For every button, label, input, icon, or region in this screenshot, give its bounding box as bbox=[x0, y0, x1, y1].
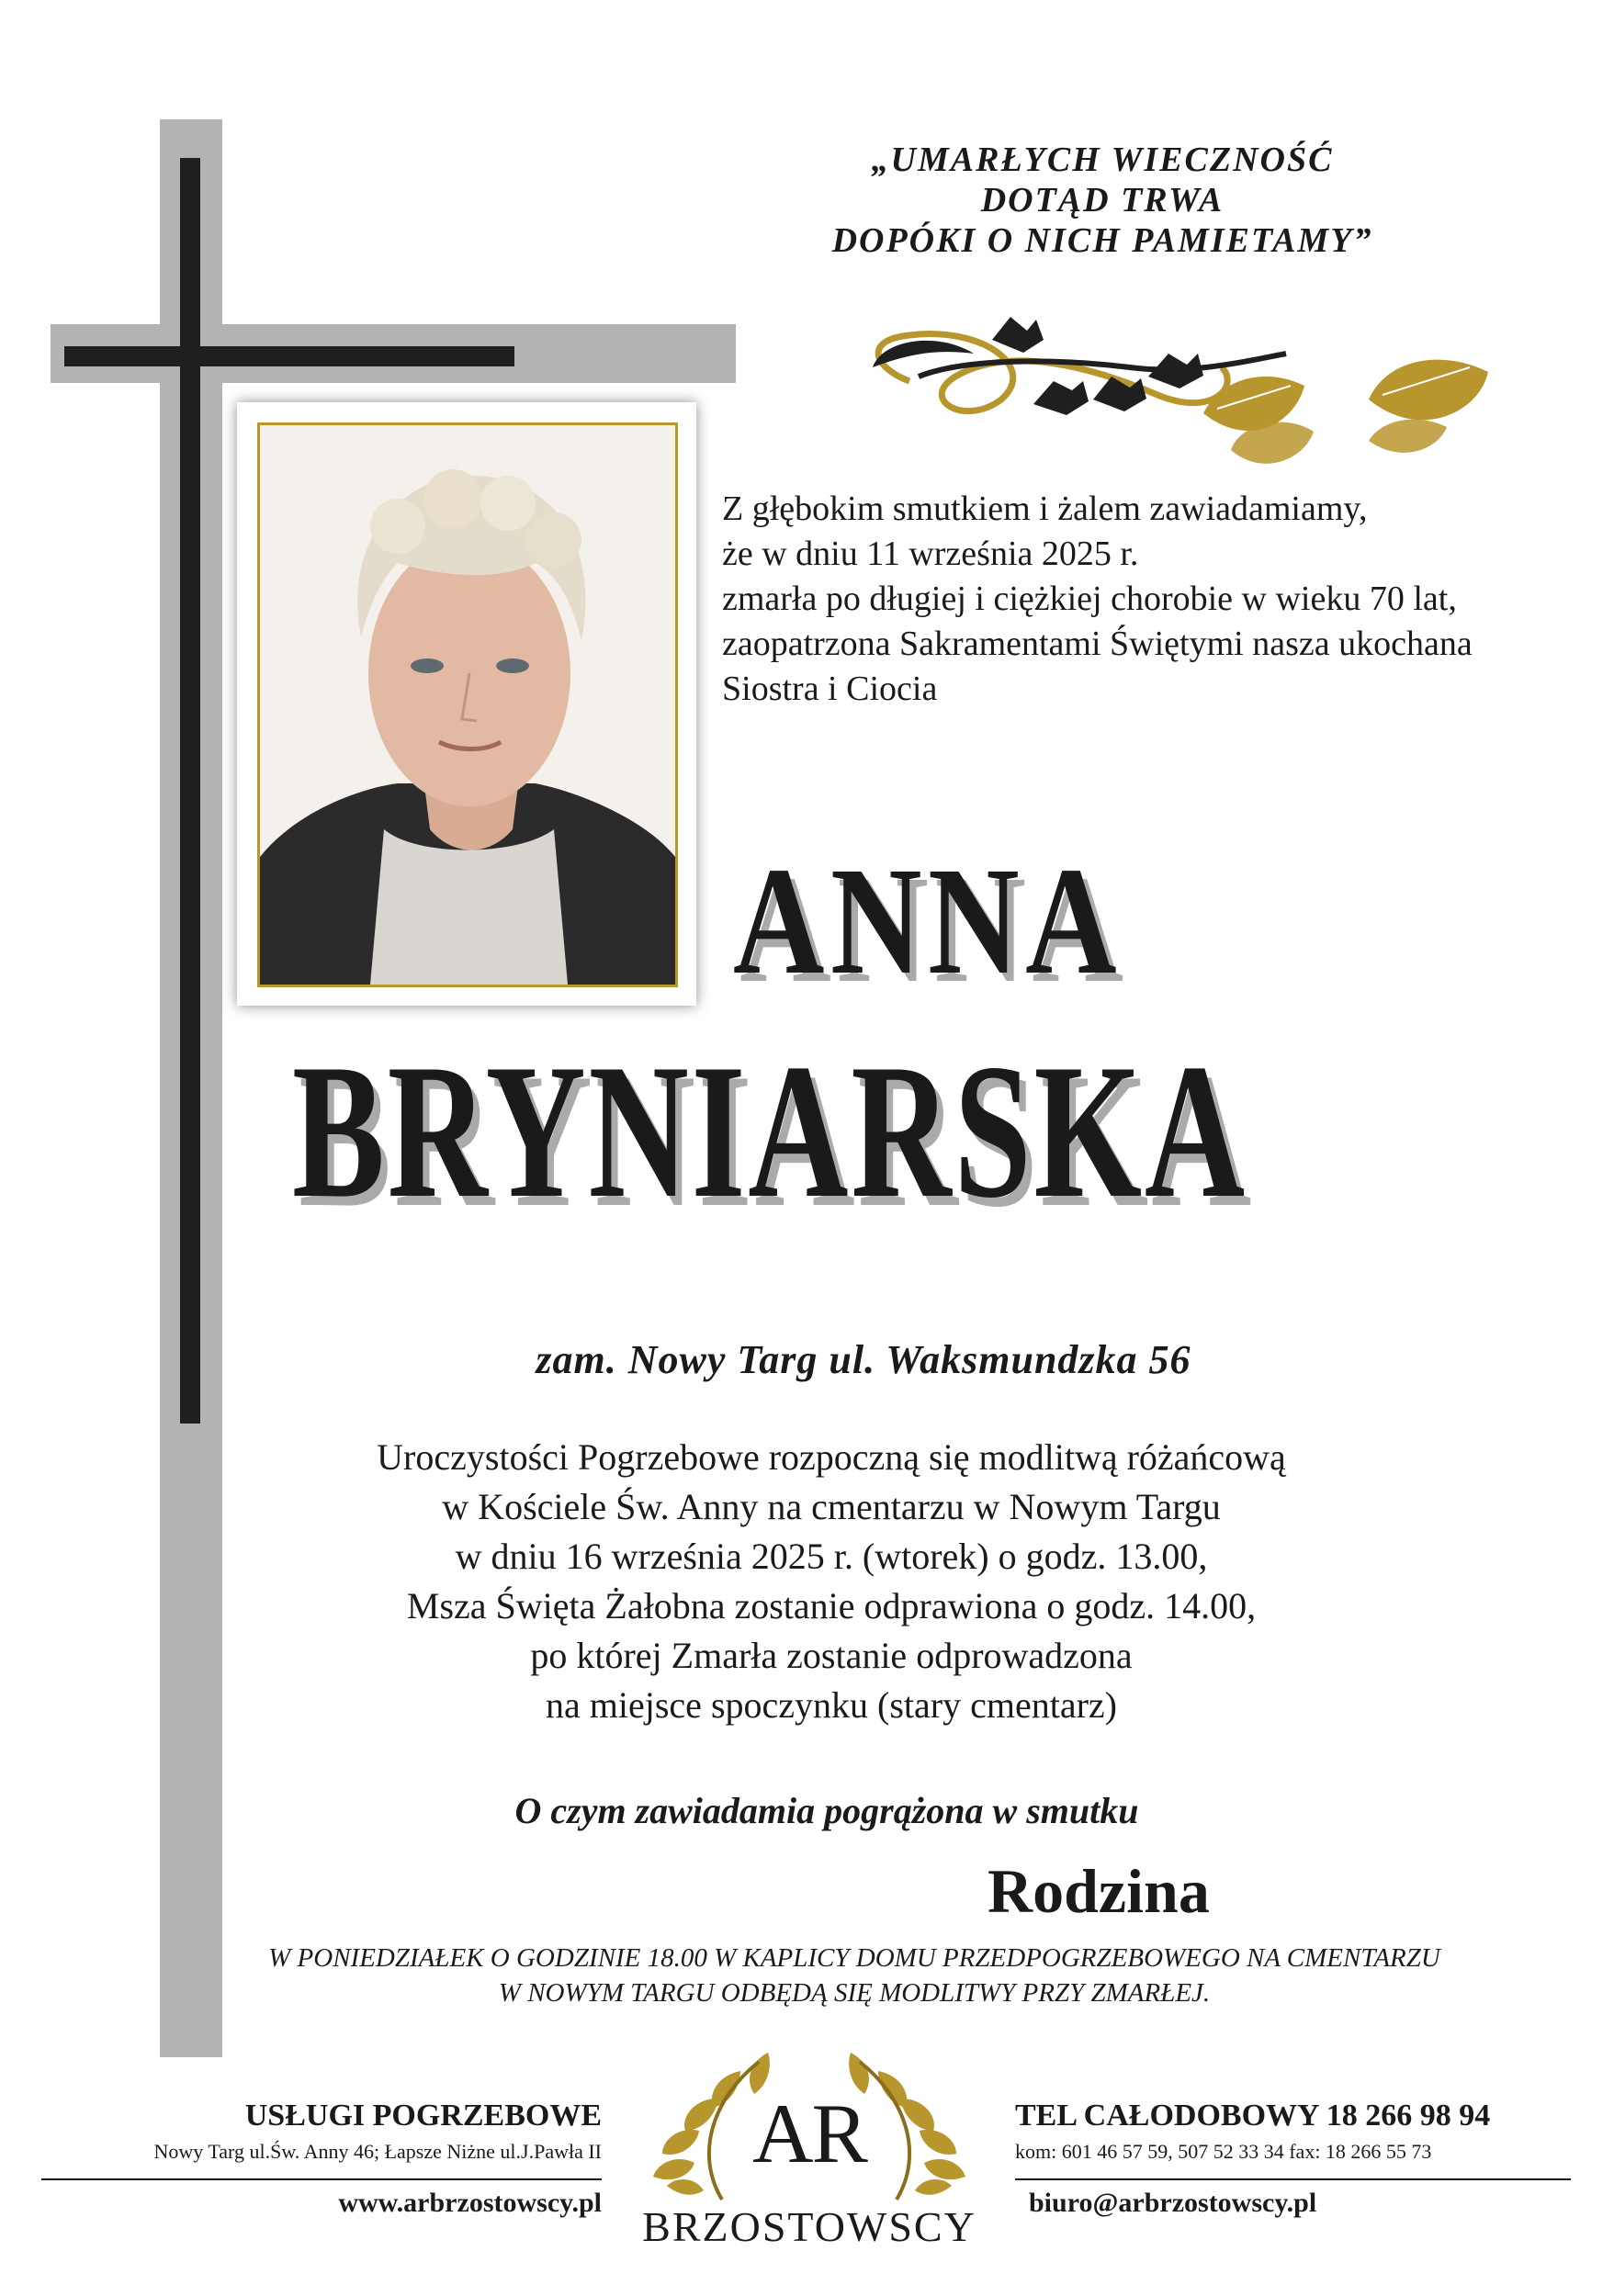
quote-line: DOPÓKI O NICH PAMIETAMY” bbox=[831, 221, 1373, 260]
portrait-photo bbox=[257, 422, 678, 987]
ceremony-line: Msza Święta Żałobna zostanie odprawiona o godz. 14.00, bbox=[406, 1585, 1257, 1626]
phone-main: TEL CAŁODOBOWY 18 266 98 94 bbox=[1015, 2099, 1491, 2133]
ceremony-details bbox=[303, 1433, 1360, 1730]
announcement-text bbox=[722, 487, 1549, 712]
cross-horizontal-bar bbox=[64, 346, 514, 366]
notice-line: W PONIEDZIAŁEK O GODZINIE 18.00 W KAPLICY DOMU PRZEDPOGRZEBOWEGO NA CMENTARZU bbox=[268, 1943, 1440, 1973]
website-link[interactable]: www.arbrzostowscy.pl bbox=[338, 2188, 602, 2218]
ceremony-line: Uroczystości Pogrzebowe rozpoczną się modlitwą różańcową bbox=[377, 1436, 1286, 1478]
deceased-first-name: ANNA bbox=[733, 836, 1123, 1007]
announcement-line: Z głębokim smutkiem i żalem zawiadamiamy, bbox=[722, 490, 1368, 528]
portrait-image bbox=[260, 425, 675, 985]
announcement-line: zmarła po długiej i ciężkiej chorobie w wieku 70 lat, bbox=[722, 580, 1457, 618]
funeral-service-title: USŁUGI POGRZEBOWE bbox=[244, 2099, 602, 2133]
deceased-address: zam. Nowy Targ ul. Waksmundzka 56 bbox=[536, 1337, 1191, 1382]
family-signature: Rodzina bbox=[988, 1856, 1210, 1926]
announcement-line: Siostra i Ciocia bbox=[722, 670, 938, 708]
announcement-line: zaopatrzona Sakramentami Świętymi nasza ukochana bbox=[722, 625, 1473, 663]
phone-other: kom: 601 46 57 59, 507 52 33 34 fax: 18 266 55 73 bbox=[1015, 2140, 1432, 2163]
ceremony-line: w Kościele Św. Anny na cmentarzu w Nowym Targu bbox=[442, 1486, 1221, 1527]
footer-divider-left bbox=[41, 2178, 602, 2180]
funeral-service-address: Nowy Targ ul.Św. Anny 46; Łapsze Niżne ul.J.Pawła II bbox=[153, 2140, 602, 2163]
quote-line: DOTĄD TRWA bbox=[980, 181, 1225, 219]
notice-line: W NOWYM TARGU ODBĘDĄ SIĘ MODLITWY PRZY ZMARŁEJ. bbox=[498, 1978, 1211, 2008]
ceremony-line: na miejsce spoczynku (stary cmentarz) bbox=[546, 1684, 1117, 1726]
portrait-frame bbox=[237, 402, 696, 1006]
prayer-notice bbox=[211, 1941, 1497, 2010]
deceased-last-name: BRYNIARSKA bbox=[292, 1025, 1248, 1238]
logo-company-name: BRZOSTOWSCY bbox=[642, 2203, 976, 2250]
company-logo bbox=[630, 2034, 988, 2296]
email-link[interactable]: biuro@arbrzostowscy.pl bbox=[1029, 2188, 1317, 2218]
logo-initials: AR bbox=[752, 2087, 866, 2180]
announcement-line: że w dniu 11 września 2025 r. bbox=[722, 535, 1139, 573]
leaf-ornament-icon bbox=[854, 312, 1497, 468]
closing-text: O czym zawiadamia pogrążona w smutku bbox=[514, 1790, 1139, 1831]
ceremony-line: w dniu 16 września 2025 r. (wtorek) o godz. 13.00, bbox=[455, 1536, 1208, 1577]
ceremony-line: po której Zmarła zostanie odprowadzona bbox=[530, 1635, 1133, 1676]
memorial-quote bbox=[643, 140, 1562, 261]
quote-line: „UMARŁYCH WIECZNOŚĆ bbox=[871, 141, 1334, 179]
footer-divider-right bbox=[1015, 2178, 1571, 2180]
